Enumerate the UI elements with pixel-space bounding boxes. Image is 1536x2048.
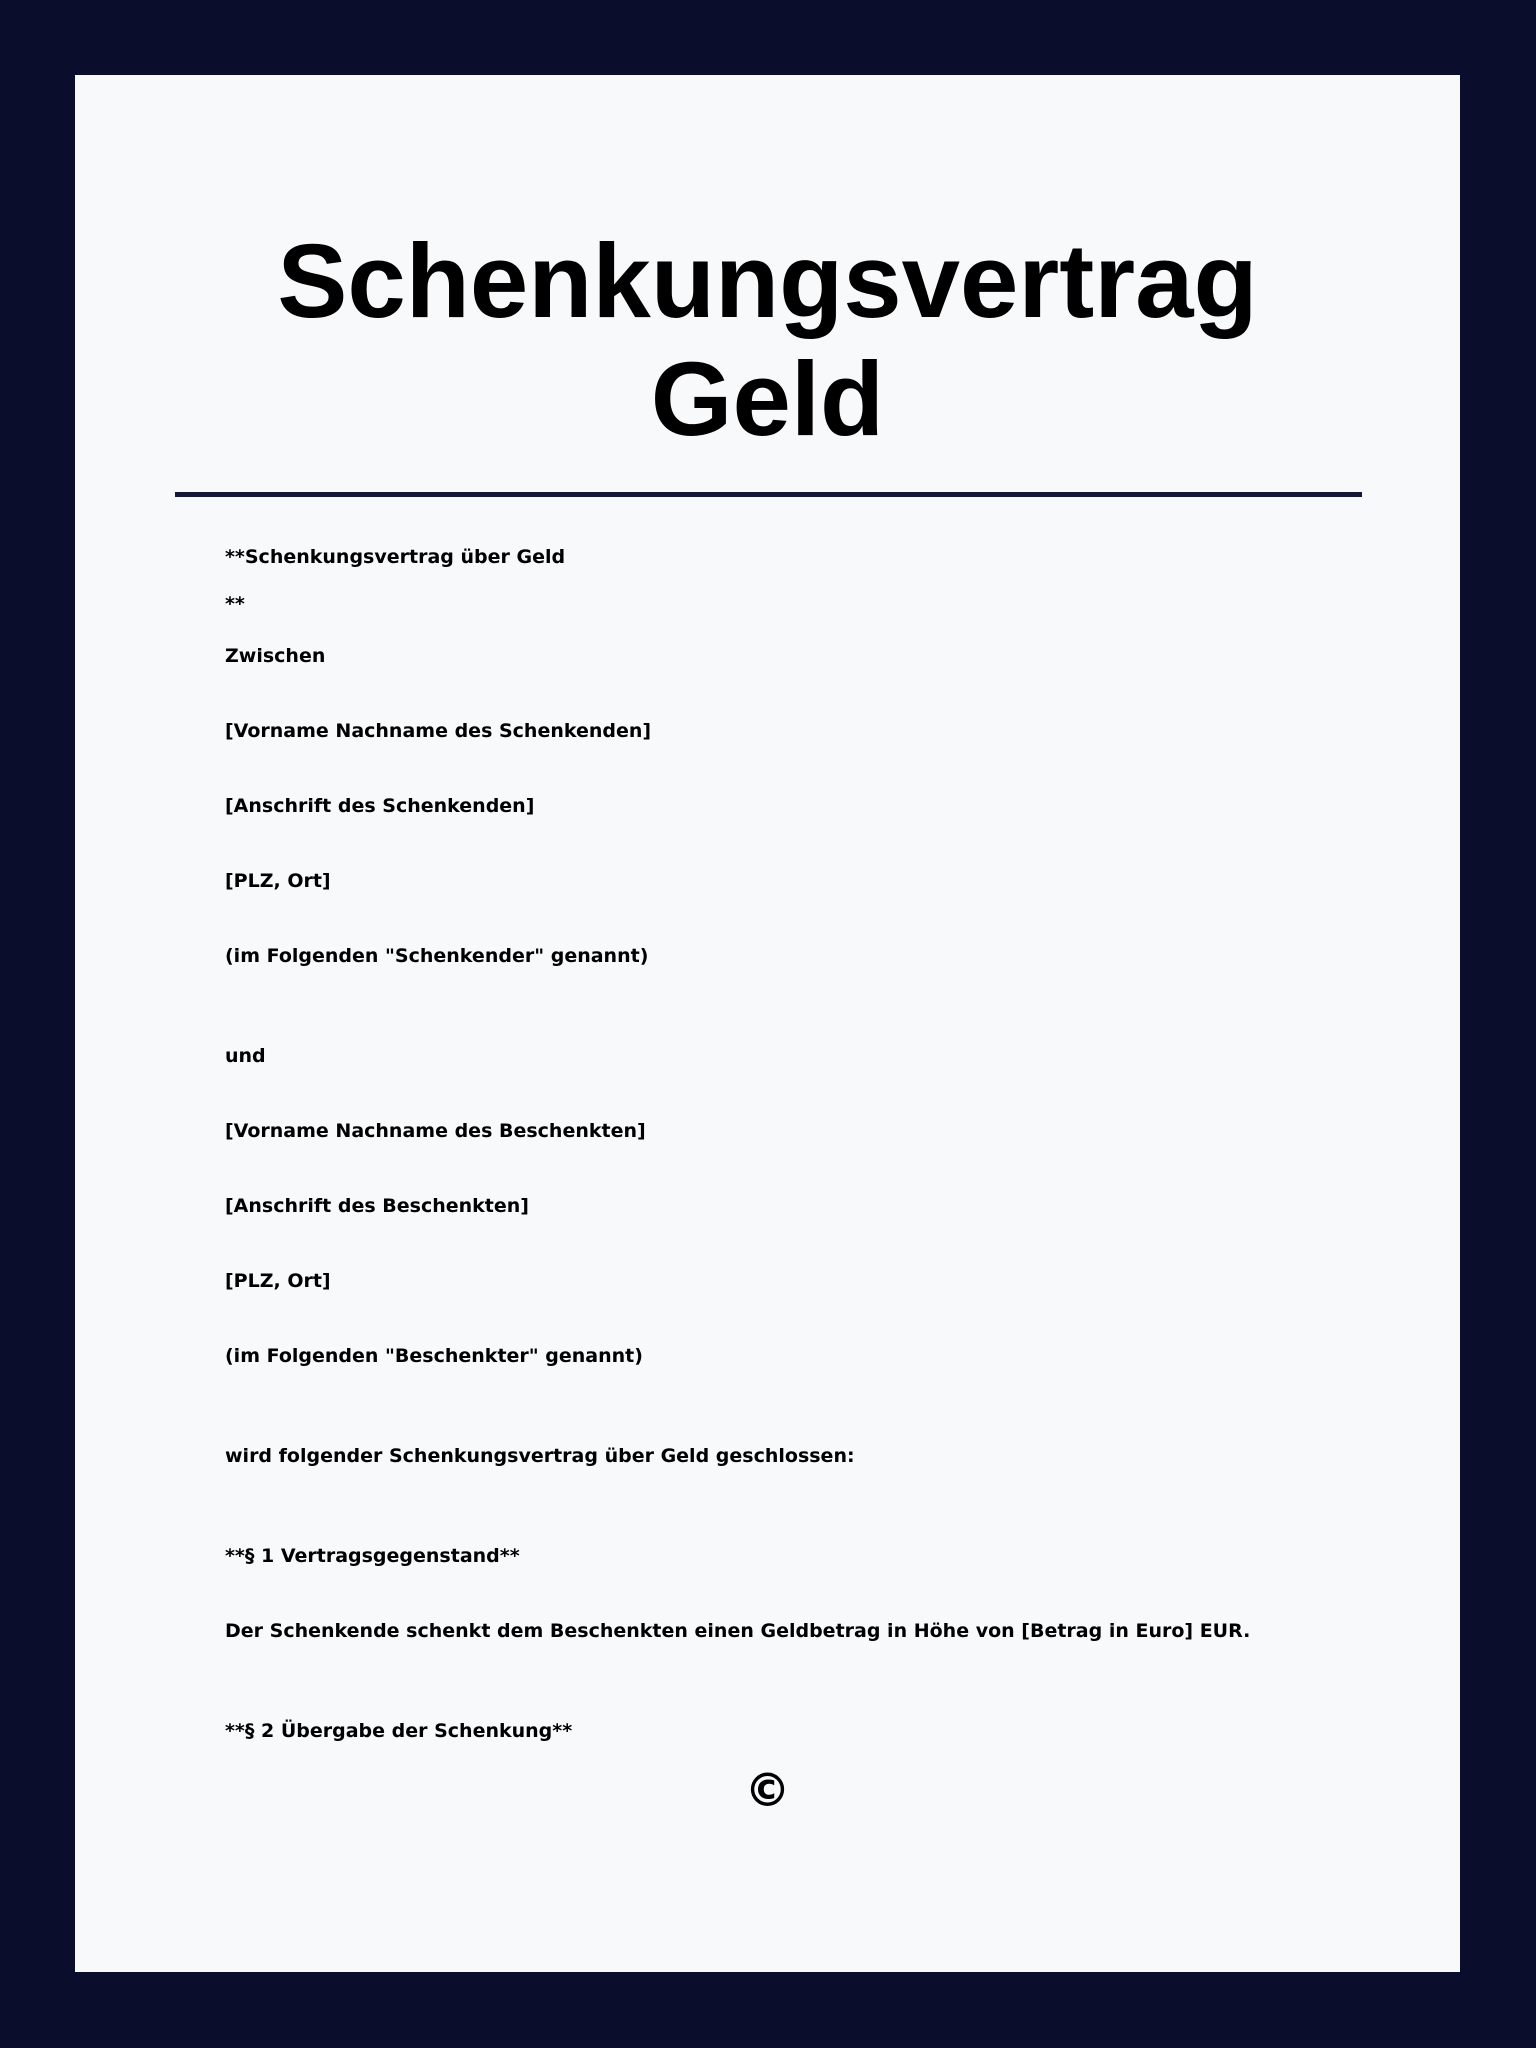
recipient-name: [Vorname Nachname des Beschenkten]	[225, 1120, 646, 1142]
document-page	[75, 75, 1460, 1972]
recipient-city: [PLZ, Ort]	[225, 1270, 331, 1292]
heading-closing-marker: **	[225, 593, 245, 615]
section-2-heading: **§ 2 Übergabe der Schenkung**	[225, 1720, 573, 1742]
recipient-designation: (im Folgenden "Beschenkter" genannt)	[225, 1345, 643, 1367]
section-1-heading: **§ 1 Vertragsgegenstand**	[225, 1545, 520, 1567]
donor-address: [Anschrift des Schenkenden]	[225, 795, 535, 817]
donor-city: [PLZ, Ort]	[225, 870, 331, 892]
donor-designation: (im Folgenden "Schenkender" genannt)	[225, 945, 649, 967]
copyright-icon: ©	[744, 1763, 791, 1817]
title-divider	[175, 492, 1362, 497]
title-line-2: Geld	[650, 341, 885, 458]
contract-intro: wird folgender Schenkungsvertrag über Geld geschlossen:	[225, 1445, 855, 1467]
title-line-1: Schenkungsvertrag	[277, 223, 1258, 340]
section-1-text: Der Schenkende schenkt dem Beschenkten einen Geldbetrag in Höhe von [Betrag in Euro] EUR.	[225, 1620, 1251, 1642]
text-zwischen: Zwischen	[225, 645, 326, 667]
text-und: und	[225, 1045, 266, 1067]
recipient-address: [Anschrift des Beschenkten]	[225, 1195, 529, 1217]
donor-name: [Vorname Nachname des Schenkenden]	[225, 720, 652, 742]
heading-contract: **Schenkungsvertrag über Geld	[225, 546, 566, 568]
document-title	[75, 223, 1460, 459]
